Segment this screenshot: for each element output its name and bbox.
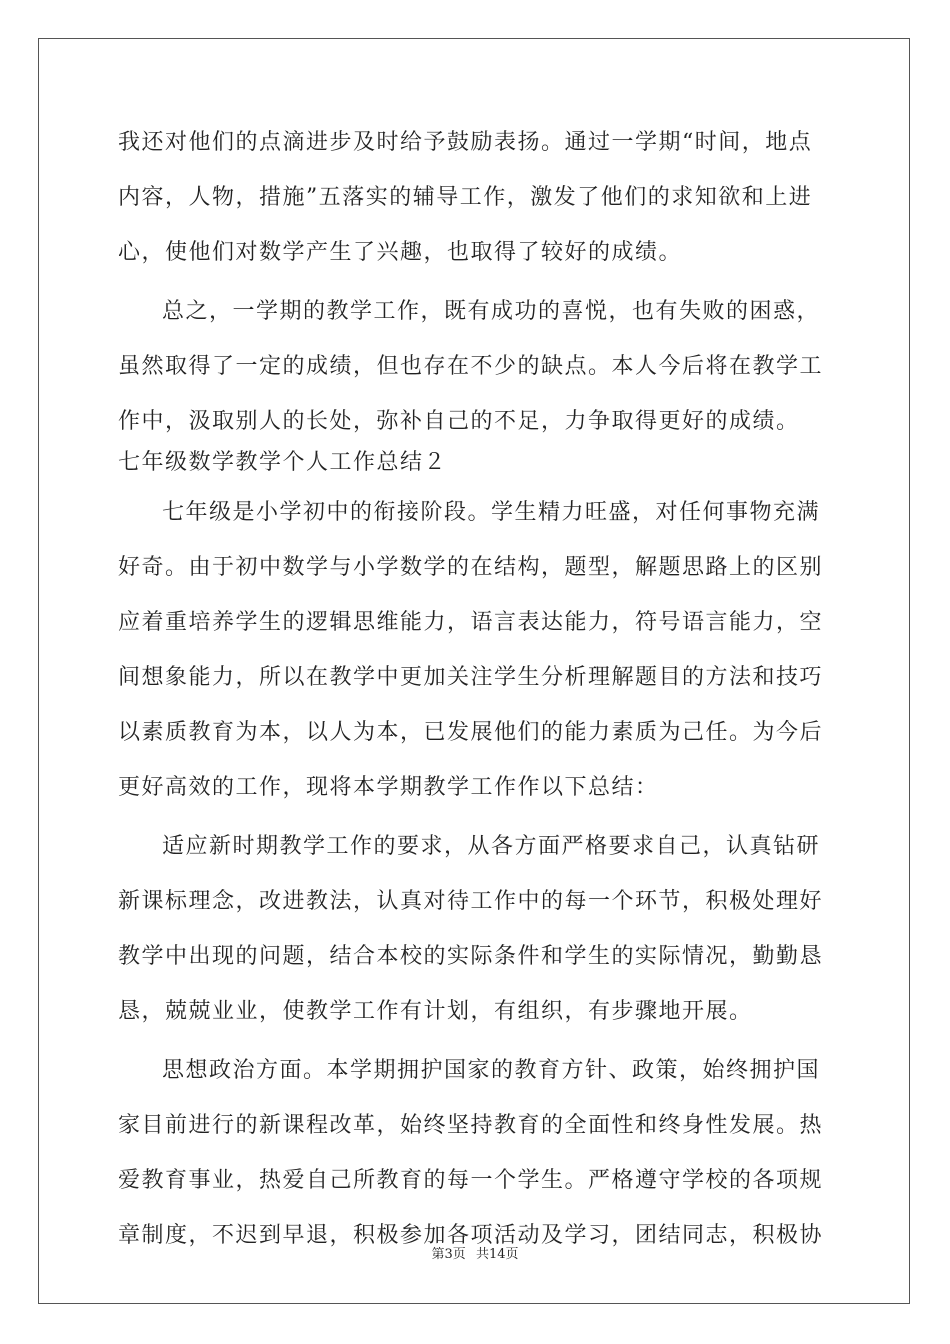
text-line: 教学中出现的问题，结合本校的实际条件和学生的实际情况，勤勤恳 bbox=[118, 944, 824, 969]
paragraph-start-line: 七年级是小学初中的衔接阶段。学生精力旺盛，对任何事物充满 bbox=[162, 500, 821, 525]
section-heading: 七年级数学教学个人工作总结２ bbox=[118, 450, 448, 475]
text-line: 以素质教育为本，以人为本，已发展他们的能力素质为己任。为今后 bbox=[118, 720, 824, 745]
text-line: 恳，兢兢业业，使教学工作有计划，有组织，有步骤地开展。 bbox=[118, 999, 753, 1024]
text-line: 作中，汲取别人的长处，弥补自己的不足，力争取得更好的成绩。 bbox=[118, 409, 800, 434]
page-number: 第3页 bbox=[431, 1247, 466, 1262]
text-line: 我还对他们的点滴进步及时给予鼓励表扬。通过一学期“时间，地点 bbox=[118, 130, 813, 155]
paragraph-start-line: 总之，一学期的教学工作，既有成功的喜悦，也有失败的困惑， bbox=[162, 299, 821, 324]
text-line: 章制度，不迟到早退，积极参加各项活动及学习，团结同志，积极协 bbox=[118, 1223, 824, 1248]
text-line: 应着重培养学生的逻辑思维能力，语言表达能力，符号语言能力，空 bbox=[118, 610, 824, 635]
paragraph-start-line: 适应新时期教学工作的要求，从各方面严格要求自己，认真钻研 bbox=[162, 834, 821, 859]
text-line: 更好高效的工作，现将本学期教学工作作以下总结： bbox=[118, 775, 659, 800]
page-total: 共14页 bbox=[475, 1247, 519, 1262]
text-line: 心，使他们对数学产生了兴趣，也取得了较好的成绩。 bbox=[118, 240, 683, 265]
text-line: 虽然取得了一定的成绩，但也存在不少的缺点。本人今后将在教学工 bbox=[118, 354, 824, 379]
text-line: 家目前进行的新课程改革，始终坚持教育的全面性和终身性发展。热 bbox=[118, 1113, 824, 1138]
page-footer bbox=[0, 1247, 950, 1263]
text-line: 内容，人物，措施”五落实的辅导工作，激发了他们的求知欲和上进 bbox=[118, 185, 813, 210]
paragraph-start-line: 思想政治方面。本学期拥护国家的教育方针、政策，始终拥护国 bbox=[162, 1058, 821, 1083]
text-line: 好奇。由于初中数学与小学数学的在结构，题型，解题思路上的区别 bbox=[118, 555, 824, 580]
text-line: 间想象能力，所以在教学中更加关注学生分析理解题目的方法和技巧 bbox=[118, 665, 824, 690]
text-line: 爱教育事业，热爱自己所教育的每一个学生。严格遵守学校的各项规 bbox=[118, 1168, 824, 1193]
text-line: 新课标理念，改进教法，认真对待工作中的每一个环节，积极处理好 bbox=[118, 889, 824, 914]
